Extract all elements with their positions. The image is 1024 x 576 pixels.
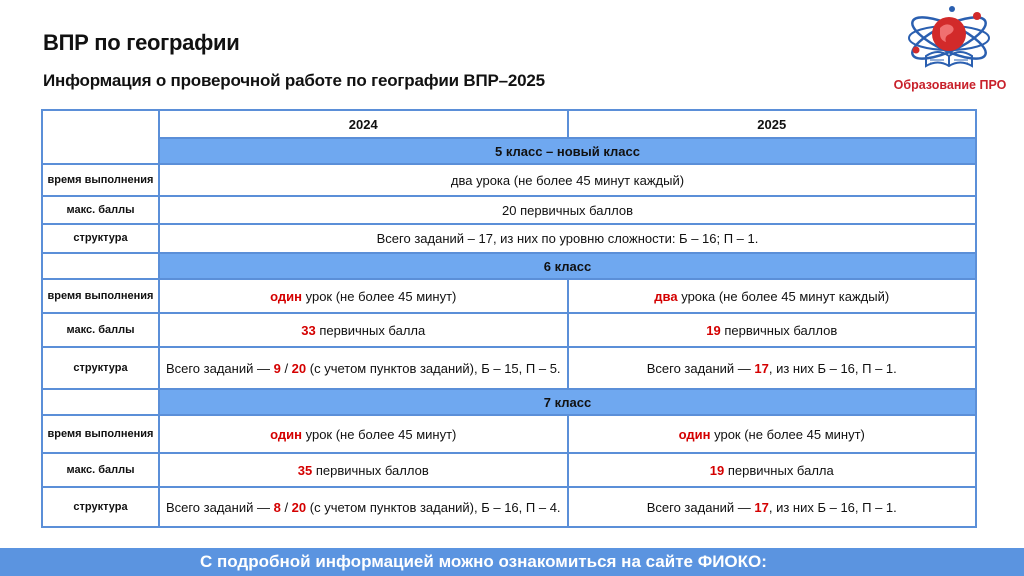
value-2024	[159, 279, 568, 313]
value-text: первичных баллов	[312, 462, 429, 478]
value-2024	[159, 487, 568, 527]
value-text: урок (не более 45 минут)	[302, 288, 457, 304]
highlight: 33	[301, 322, 316, 338]
row-label: время выполнения	[42, 415, 159, 453]
footer-banner	[0, 548, 1024, 576]
table-row	[42, 196, 976, 224]
value-text: (с учетом пунктов заданий), Б – 15, П – 5.	[306, 360, 561, 376]
value-2024	[159, 347, 568, 389]
value-text: Всего заданий —	[646, 499, 755, 515]
value-text: урок (не более 45 минут)	[710, 426, 865, 442]
value-text: первичных балла	[724, 462, 834, 478]
year-2024-header: 2024	[159, 110, 568, 138]
highlight: один	[270, 426, 302, 442]
value-text: Всего заданий —	[165, 360, 274, 376]
row-label: время выполнения	[42, 164, 159, 196]
highlight: 17	[754, 360, 769, 376]
value-2024	[159, 313, 568, 347]
section-heading-grade6	[42, 253, 976, 279]
grade6-heading: 6 класс	[159, 253, 976, 279]
logo-text: Образование ПРО	[893, 78, 1007, 92]
value-text: (с учетом пунктов заданий), Б – 16, П – 4.	[306, 499, 561, 515]
page-subtitle: Информация о проверочной работе по географии ВПР–2025	[43, 71, 545, 90]
grade5-heading: 5 класс – новый класс	[159, 138, 976, 164]
corner-cell	[42, 110, 159, 164]
value-2025	[568, 415, 977, 453]
grade7-heading: 7 класс	[159, 389, 976, 415]
table-row	[42, 453, 976, 487]
highlight: 20	[291, 499, 307, 515]
highlight: 9	[273, 360, 281, 376]
merged-value: Всего заданий – 17, из них по уровню сложности: Б – 16; П – 1.	[159, 224, 976, 253]
footer-text: С подробной информацией можно ознакомиться на сайте ФИОКО:	[200, 552, 767, 571]
band-empty-cell	[42, 389, 159, 415]
value-text: , из них Б – 16, П – 1.	[768, 360, 897, 376]
table-row	[42, 224, 976, 253]
value-2025	[568, 487, 977, 527]
info-table	[41, 109, 977, 528]
value-2025	[568, 347, 977, 389]
value-text: /	[280, 499, 292, 515]
value-text: , из них Б – 16, П – 1.	[768, 499, 897, 515]
merged-value: два урока (не более 45 минут каждый)	[159, 164, 976, 196]
row-label: структура	[42, 224, 159, 253]
value-text: Всего заданий —	[165, 499, 274, 515]
value-2024	[159, 453, 568, 487]
value-text: Всего заданий —	[646, 360, 755, 376]
highlight: 19	[709, 462, 725, 478]
table-row	[42, 415, 976, 453]
table-row	[42, 347, 976, 389]
value-text: /	[280, 360, 292, 376]
atom-globe-book-logo-icon	[904, 4, 994, 76]
merged-value: 20 первичных баллов	[159, 196, 976, 224]
value-2025	[568, 313, 977, 347]
year-2025-header: 2025	[568, 110, 977, 138]
highlight: 8	[273, 499, 281, 515]
table-row	[42, 487, 976, 527]
row-label: макс. баллы	[42, 313, 159, 347]
value-2025	[568, 453, 977, 487]
value-text: урока (не более 45 минут каждый)	[677, 288, 890, 304]
value-2024	[159, 415, 568, 453]
highlight: 20	[291, 360, 307, 376]
brand-logo	[880, 4, 1020, 96]
highlight: один	[678, 426, 711, 442]
value-2025	[568, 279, 977, 313]
table-row	[42, 164, 976, 196]
band-empty-cell	[42, 253, 159, 279]
value-text: первичных баллов	[720, 322, 838, 338]
row-label: структура	[42, 487, 159, 527]
highlight: два	[654, 288, 678, 304]
row-label: макс. баллы	[42, 196, 159, 224]
highlight: 35	[297, 462, 313, 478]
highlight: 19	[706, 322, 721, 338]
table-row	[42, 313, 976, 347]
highlight: один	[270, 288, 302, 304]
page-title: ВПР по географии	[43, 30, 240, 55]
highlight: 17	[754, 499, 769, 515]
value-text: урок (не более 45 минут)	[302, 426, 457, 442]
row-label: макс. баллы	[42, 453, 159, 487]
section-heading-grade5	[42, 138, 976, 164]
row-label: время выполнения	[42, 279, 159, 313]
table-row	[42, 279, 976, 313]
year-header-row	[42, 110, 976, 138]
value-text: первичных балла	[315, 322, 426, 338]
section-heading-grade7	[42, 389, 976, 415]
row-label: структура	[42, 347, 159, 389]
